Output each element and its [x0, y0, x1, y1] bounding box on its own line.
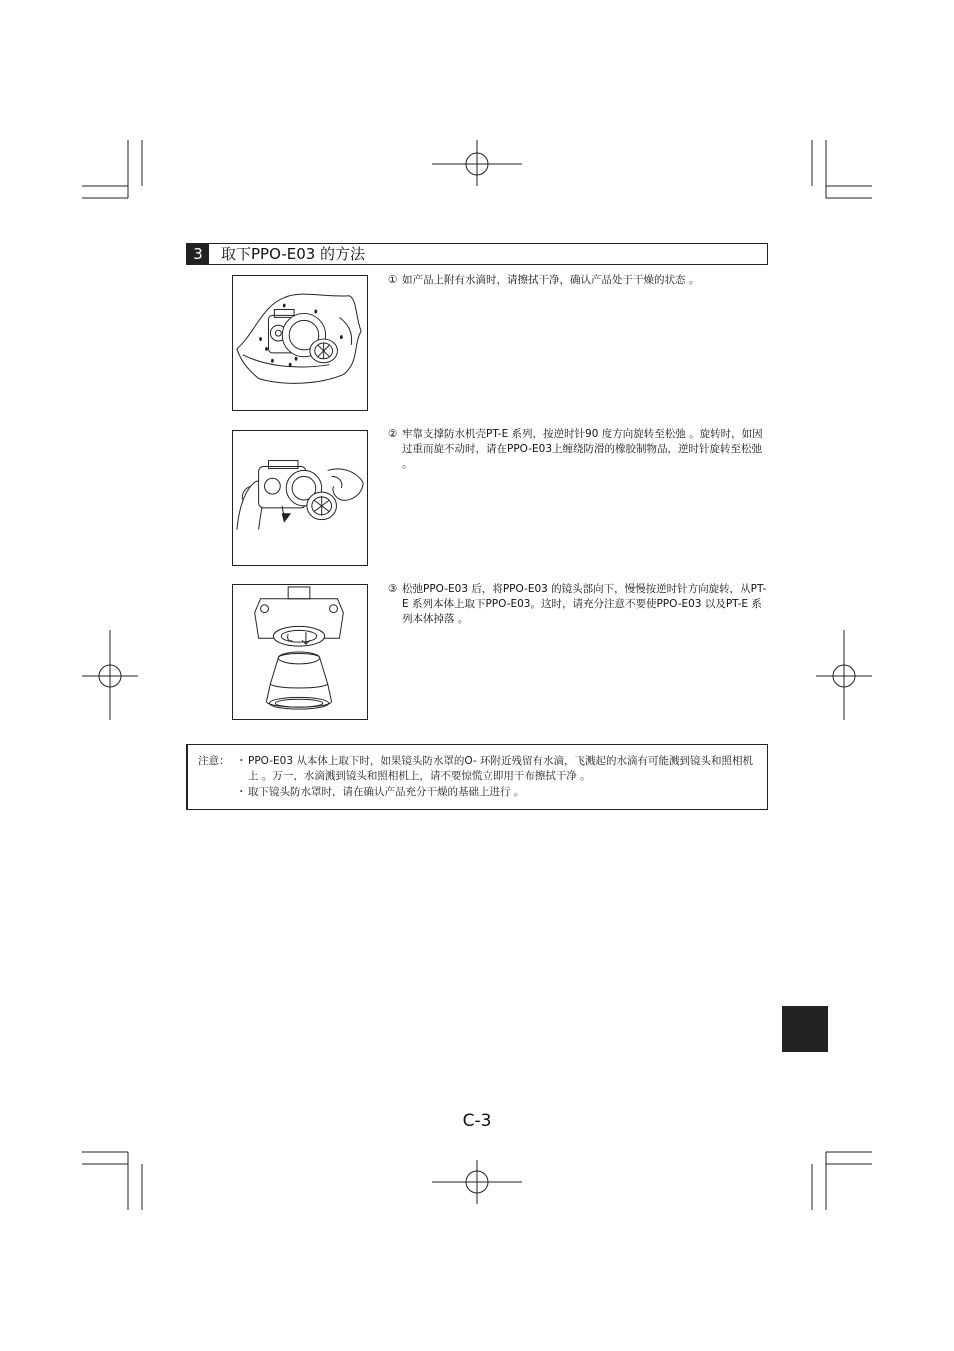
crop-mark-top-right — [812, 140, 872, 198]
step-1 — [388, 273, 770, 288]
crop-mark-top-left — [82, 140, 142, 198]
caution-text: 取下镜头防水罩时，请在确认产品充分干燥的基础上进行 。 — [248, 786, 525, 798]
figure-step-2 — [232, 430, 368, 566]
caution-item — [236, 785, 760, 800]
camera-housing-drying-illustration — [233, 276, 367, 410]
figure-step-1 — [232, 275, 368, 411]
step-marker: ① — [388, 274, 398, 286]
caution-item — [236, 754, 760, 784]
registration-mark-bottom — [432, 1160, 522, 1204]
bullet: ・ — [236, 786, 247, 798]
step-marker: ③ — [388, 583, 398, 595]
section-header — [186, 243, 768, 265]
registration-mark-left — [82, 630, 138, 720]
caution-label: 注意： — [198, 755, 230, 767]
crop-mark-bottom-left — [82, 1152, 142, 1210]
section-title: 取下PPO-E03 的方法 — [221, 245, 366, 263]
caution-box — [186, 744, 768, 810]
port-removal-downward-illustration — [233, 585, 367, 719]
figure-step-3 — [232, 584, 368, 720]
step-text: 牢靠支撑防水机壳PT-E 系列，按逆时针90 度方向旋转至松弛 。旋转时，如因过重而旋不动时，请在PPO-E03上缠绕防滑的橡胶制物品，逆时针旋转至松弛 。 — [402, 428, 763, 470]
registration-mark-right — [816, 630, 872, 720]
caution-text: PPO-E03 从本体上取下时，如果镜头防水罩的O- 环附近残留有水滴，飞溅起的水滴有可能溅到镜头和照相机上 。万一，水滴溅到镜头和照相机上，请不要惊慌立即用干布擦拭干净 。 — [248, 755, 754, 782]
crop-mark-bottom-right — [812, 1152, 872, 1210]
step-text: 如产品上附有水滴时，请擦拭干净，确认产品处于干燥的状态 。 — [402, 274, 700, 286]
step-3 — [388, 582, 770, 627]
page-number: C-3 — [462, 1111, 492, 1131]
registration-mark-top — [432, 140, 522, 186]
step-2 — [388, 427, 770, 472]
section-number: 3 — [187, 244, 209, 264]
step-marker: ② — [388, 428, 398, 440]
hands-rotating-port-illustration — [233, 431, 367, 565]
bullet: ・ — [236, 755, 247, 767]
step-text: 松弛PPO-E03 后，将PPO-E03 的镜头部向下，慢慢按逆时针方向旋转，从PT-E 系列本体上取下PPO-E03。这时，请充分注意不要使PPO-E03 以及PT-E 系列本体掉落 。 — [402, 583, 767, 625]
chapter-tab-block — [782, 1006, 828, 1052]
